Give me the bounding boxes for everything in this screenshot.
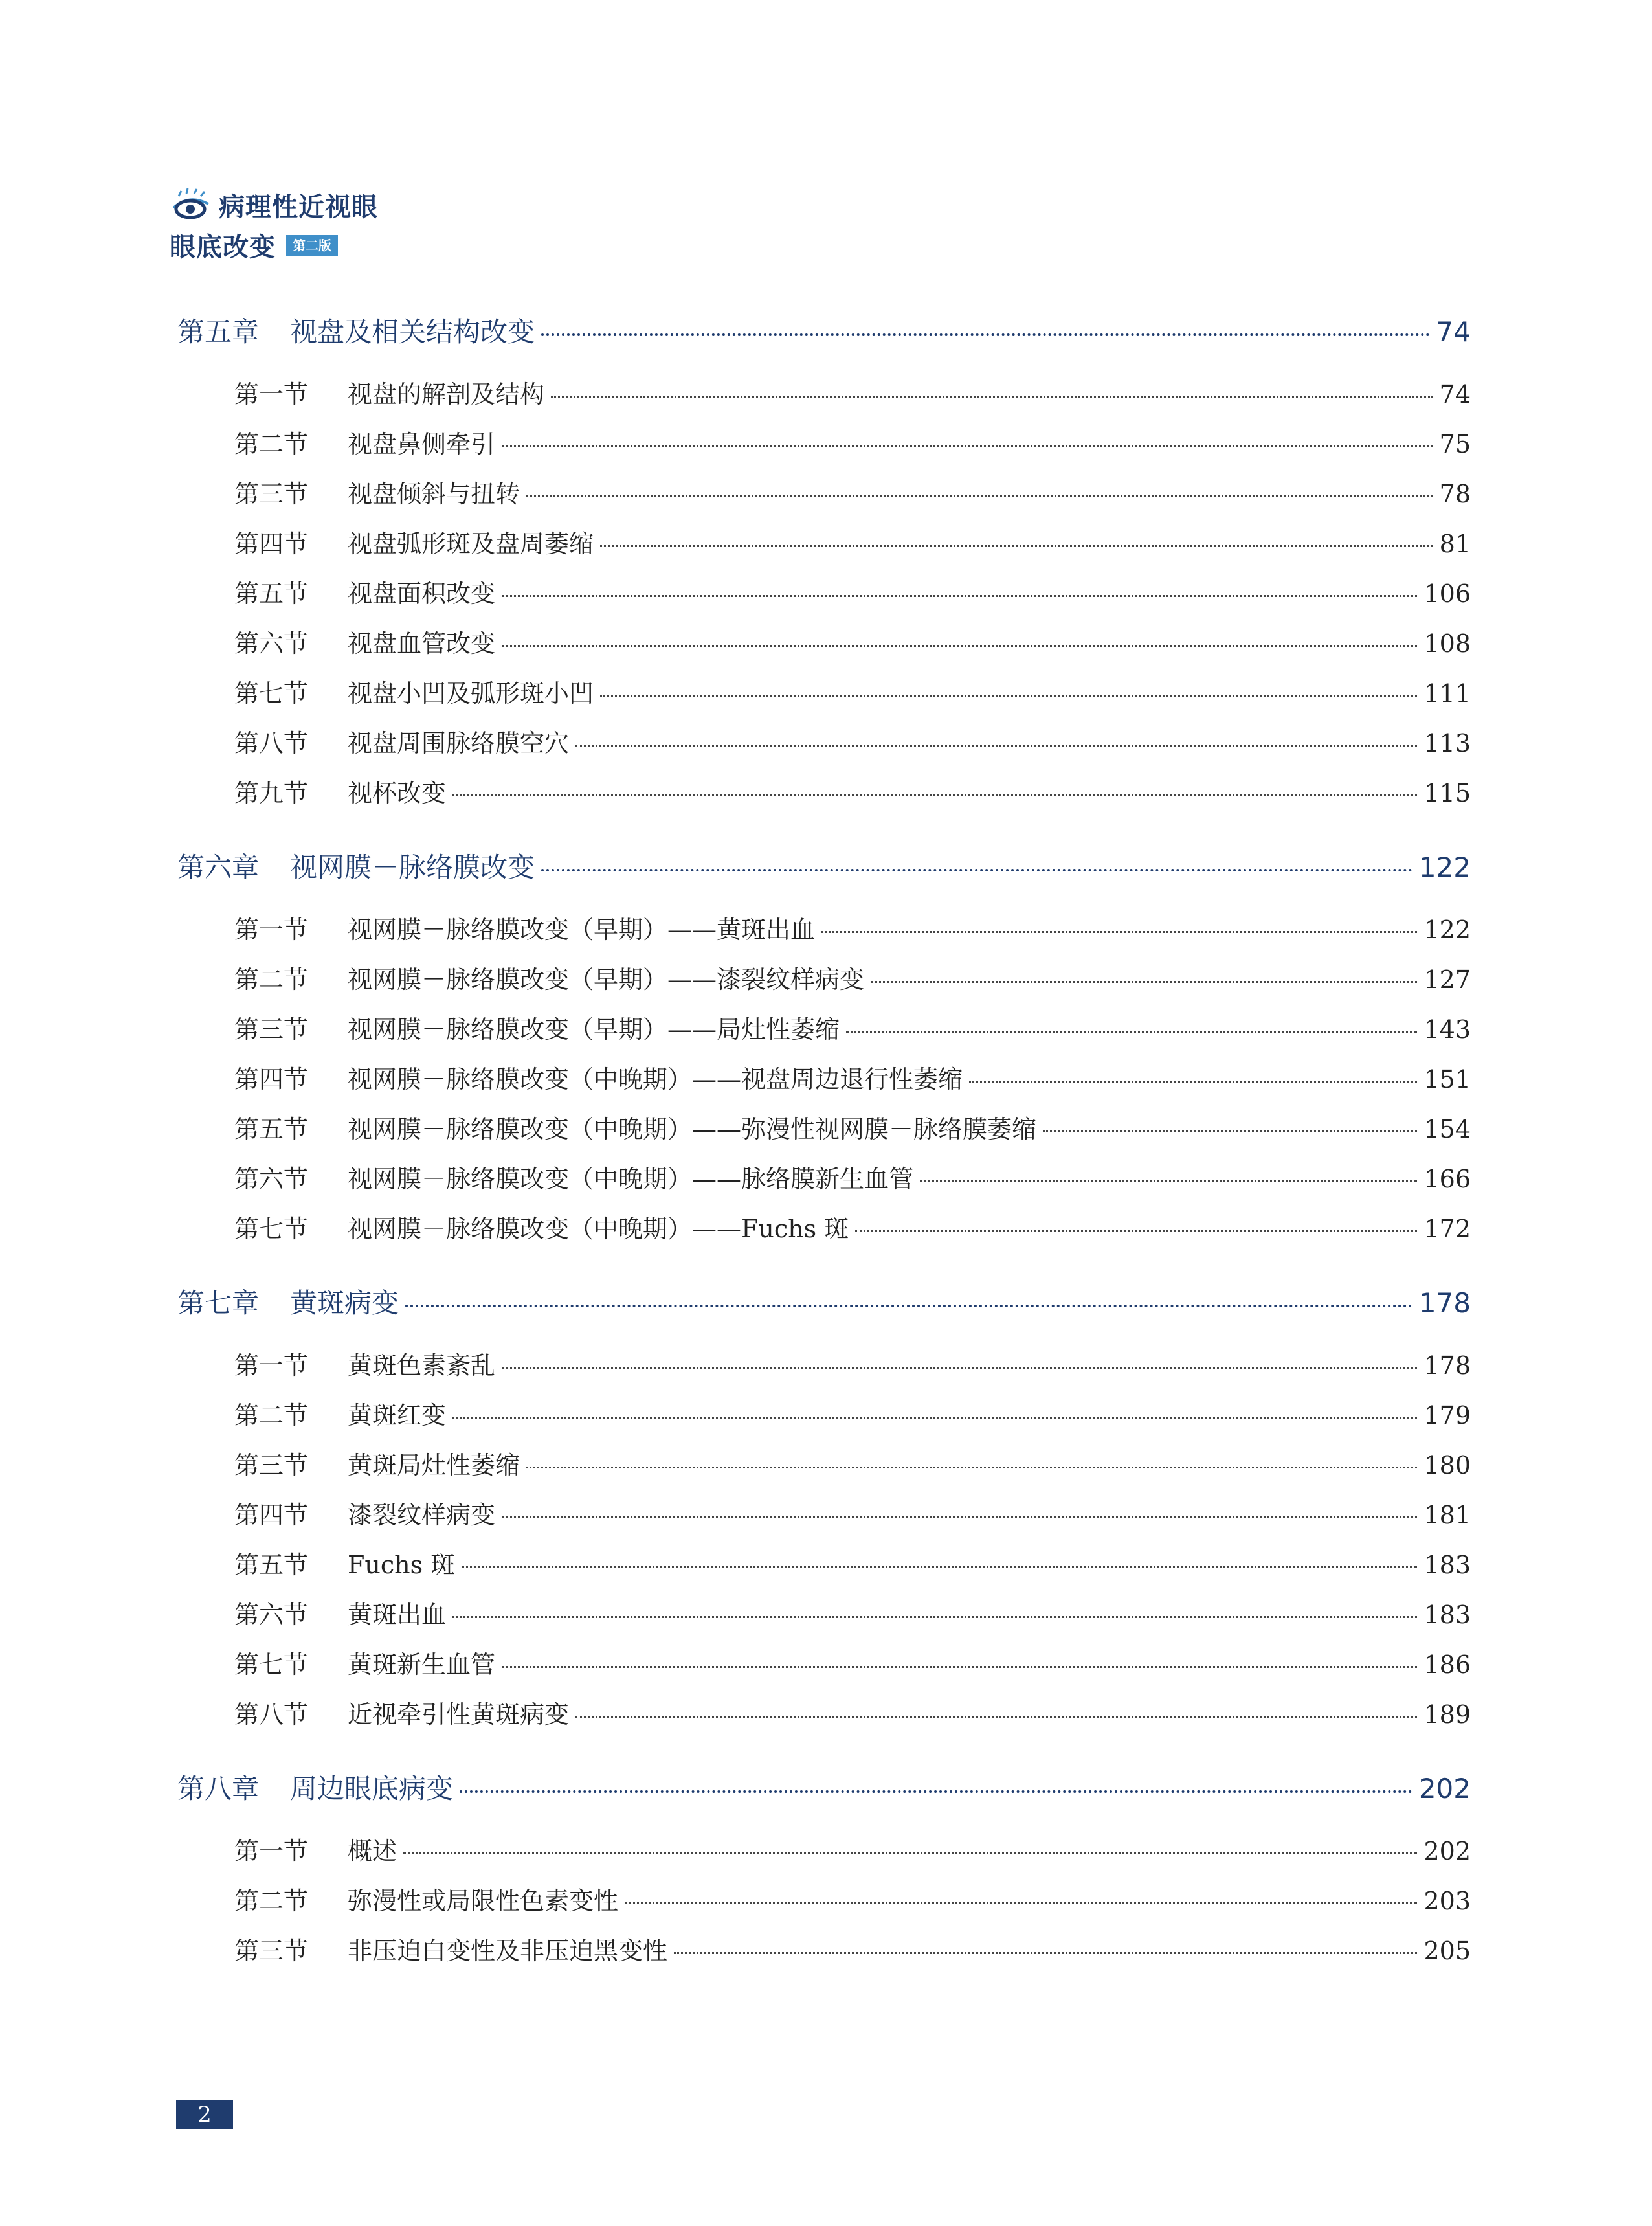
- section-number: 第一节: [234, 916, 309, 944]
- section-page: 154: [1423, 1115, 1471, 1143]
- section-entry[interactable]: [234, 1694, 1471, 1744]
- section-number: 第六节: [234, 1165, 309, 1193]
- section-title: 视网膜－脉络膜改变（早期）——漆裂纹样病变: [348, 965, 865, 994]
- section-entry[interactable]: [234, 1345, 1471, 1395]
- section-entry[interactable]: [234, 1831, 1471, 1881]
- table-of-contents: [177, 311, 1471, 2004]
- section-title: 视网膜－脉络膜改变（早期）——黄斑出血: [348, 916, 816, 944]
- section-number: 第三节: [234, 1451, 309, 1479]
- leader-dots: [462, 1566, 1417, 1568]
- section-page: 122: [1423, 916, 1471, 944]
- section-number: 第五节: [234, 1551, 309, 1579]
- leader-dots: [969, 1081, 1417, 1083]
- section-entry[interactable]: [234, 624, 1471, 673]
- section-page: 143: [1423, 1015, 1471, 1044]
- section-title: 视网膜－脉络膜改变（中晚期）——视盘周边退行性萎缩: [348, 1065, 963, 1094]
- section-entry[interactable]: [234, 374, 1471, 424]
- chapter-group: [177, 1282, 1471, 1744]
- section-number: 第七节: [234, 1215, 309, 1243]
- book-subtitle: 眼底改变: [170, 232, 276, 262]
- leader-dots: [452, 794, 1417, 796]
- section-title: Fuchs 斑: [348, 1551, 456, 1579]
- section-entry[interactable]: [234, 1931, 1471, 1981]
- section-entry[interactable]: [234, 1645, 1471, 1694]
- section-number: 第八节: [234, 729, 309, 758]
- section-number: 第九节: [234, 779, 309, 807]
- section-page: 178: [1423, 1351, 1471, 1380]
- section-title: 黄斑红变: [348, 1401, 447, 1430]
- section-title: 视网膜－脉络膜改变（中晚期）——Fuchs 斑: [348, 1215, 849, 1243]
- section-title: 视盘倾斜与扭转: [348, 480, 520, 508]
- section-title: 视盘弧形斑及盘周萎缩: [348, 530, 594, 558]
- leader-dots: [502, 1367, 1417, 1369]
- section-entry[interactable]: [234, 474, 1471, 524]
- chapter-group: [177, 1768, 1471, 1981]
- section-page: 108: [1423, 629, 1471, 658]
- chapter-entry[interactable]: [177, 1768, 1471, 1809]
- section-entry[interactable]: [234, 960, 1471, 1009]
- chapter-page: 122: [1418, 851, 1471, 883]
- section-title: 视盘小凹及弧形斑小凹: [348, 679, 594, 708]
- section-page: 189: [1423, 1700, 1471, 1729]
- section-title: 黄斑出血: [348, 1601, 447, 1629]
- section-page: 75: [1439, 430, 1471, 458]
- section-number: 第二节: [234, 430, 309, 458]
- section-page: 180: [1423, 1451, 1471, 1479]
- section-page: 172: [1423, 1215, 1471, 1243]
- leader-dots: [405, 1305, 1412, 1307]
- section-page: 183: [1423, 1551, 1471, 1579]
- section-page: 151: [1423, 1065, 1471, 1094]
- leader-dots: [575, 745, 1417, 747]
- leader-dots: [502, 595, 1417, 597]
- chapter-page: 74: [1436, 316, 1471, 348]
- section-number: 第三节: [234, 1937, 309, 1965]
- section-page: 179: [1423, 1401, 1471, 1430]
- section-entry[interactable]: [234, 1395, 1471, 1445]
- section-page: 205: [1423, 1937, 1471, 1965]
- section-entry[interactable]: [234, 1059, 1471, 1109]
- leader-dots: [526, 495, 1433, 497]
- section-number: 第一节: [234, 380, 309, 409]
- section-page: 115: [1423, 779, 1471, 807]
- section-title: 视盘鼻侧牵引: [348, 430, 496, 458]
- leader-dots: [551, 396, 1433, 398]
- section-title: 视盘的解剖及结构: [348, 380, 545, 409]
- section-title: 弥漫性或局限性色素变性: [348, 1887, 619, 1915]
- section-number: 第四节: [234, 530, 309, 558]
- section-number: 第一节: [234, 1351, 309, 1380]
- section-title: 黄斑新生血管: [348, 1650, 496, 1679]
- section-title: 非压迫白变性及非压迫黑变性: [348, 1937, 668, 1965]
- section-number: 第五节: [234, 579, 309, 608]
- chapter-title: 周边眼底病变: [290, 1773, 454, 1804]
- section-page: 181: [1423, 1501, 1471, 1529]
- section-number: 第八节: [234, 1700, 309, 1729]
- section-entry[interactable]: [234, 524, 1471, 574]
- leader-dots: [1043, 1130, 1417, 1132]
- chapter-title: 视网膜－脉络膜改变: [290, 851, 535, 883]
- section-title: 视网膜－脉络膜改变（中晚期）——弥漫性视网膜－脉络膜萎缩: [348, 1115, 1037, 1143]
- leader-dots: [460, 1790, 1412, 1793]
- section-title: 近视牵引性黄斑病变: [348, 1700, 570, 1729]
- chapter-group: [177, 311, 1471, 823]
- book-subtitle-row: [170, 227, 378, 264]
- leader-dots: [403, 1852, 1417, 1854]
- chapter-title: 视盘及相关结构改变: [290, 316, 535, 348]
- chapter-entry[interactable]: [177, 846, 1471, 888]
- edition-badge: 第二版: [286, 235, 338, 256]
- chapter-page: 178: [1418, 1287, 1471, 1319]
- section-title: 黄斑色素紊乱: [348, 1351, 496, 1380]
- section-entry[interactable]: [234, 1881, 1471, 1931]
- leader-dots: [871, 981, 1417, 983]
- section-entry[interactable]: [234, 673, 1471, 723]
- leader-dots: [600, 695, 1417, 697]
- leader-dots: [674, 1952, 1417, 1954]
- section-number: 第二节: [234, 1401, 309, 1430]
- chapter-entry[interactable]: [177, 1282, 1471, 1323]
- leader-dots: [625, 1902, 1417, 1904]
- section-entry[interactable]: [234, 1159, 1471, 1209]
- chapter-entry[interactable]: [177, 311, 1471, 352]
- section-number: 第六节: [234, 1601, 309, 1629]
- leader-dots: [541, 869, 1412, 871]
- section-entry[interactable]: [234, 1495, 1471, 1545]
- section-number: 第三节: [234, 480, 309, 508]
- section-title: 视盘面积改变: [348, 579, 496, 608]
- page-number: 2: [176, 2100, 233, 2129]
- leader-dots: [502, 1516, 1417, 1518]
- leader-dots: [821, 931, 1417, 933]
- book-header: [170, 185, 378, 264]
- leader-dots: [452, 1417, 1417, 1419]
- section-page: 202: [1423, 1837, 1471, 1865]
- eye-logo-icon: [170, 188, 215, 221]
- leader-dots: [541, 333, 1430, 336]
- section-page: 127: [1423, 965, 1471, 994]
- section-title: 黄斑局灶性萎缩: [348, 1451, 520, 1479]
- leader-dots: [600, 545, 1433, 547]
- chapter-title: 黄斑病变: [290, 1287, 399, 1319]
- section-entry[interactable]: [234, 1595, 1471, 1645]
- section-page: 78: [1439, 480, 1471, 508]
- section-number: 第五节: [234, 1115, 309, 1143]
- section-title: 漆裂纹样病变: [348, 1501, 496, 1529]
- leader-dots: [575, 1716, 1417, 1718]
- chapter-number: 第七章: [177, 1287, 260, 1319]
- section-title: 视盘血管改变: [348, 629, 496, 658]
- section-title: 视盘周围脉络膜空穴: [348, 729, 570, 758]
- section-number: 第六节: [234, 629, 309, 658]
- section-title: 视网膜－脉络膜改变（早期）——局灶性萎缩: [348, 1015, 840, 1044]
- section-entry[interactable]: [234, 773, 1471, 823]
- chapter-number: 第六章: [177, 851, 260, 883]
- leader-dots: [846, 1031, 1417, 1033]
- section-page: 183: [1423, 1601, 1471, 1629]
- leader-dots: [452, 1616, 1417, 1618]
- section-entry[interactable]: [234, 723, 1471, 773]
- chapter-page: 202: [1418, 1773, 1471, 1804]
- section-entry[interactable]: [234, 1109, 1471, 1159]
- section-title: 视网膜－脉络膜改变（中晚期）——脉络膜新生血管: [348, 1165, 914, 1193]
- section-page: 81: [1439, 530, 1471, 558]
- leader-dots: [502, 645, 1417, 647]
- section-number: 第二节: [234, 965, 309, 994]
- section-page: 111: [1423, 679, 1471, 708]
- leader-dots: [855, 1230, 1417, 1232]
- section-number: 第七节: [234, 1650, 309, 1679]
- leader-dots: [502, 1666, 1417, 1668]
- section-number: 第七节: [234, 679, 309, 708]
- section-number: 第四节: [234, 1065, 309, 1094]
- section-page: 113: [1423, 729, 1471, 758]
- section-entry[interactable]: [234, 1209, 1471, 1259]
- section-number: 第一节: [234, 1837, 309, 1865]
- section-entry[interactable]: [234, 1009, 1471, 1059]
- chapter-group: [177, 846, 1471, 1259]
- section-entry[interactable]: [234, 574, 1471, 624]
- section-page: 203: [1423, 1887, 1471, 1915]
- section-number: 第二节: [234, 1887, 309, 1915]
- chapter-number: 第五章: [177, 316, 260, 348]
- leader-dots: [920, 1180, 1417, 1182]
- chapter-number: 第八章: [177, 1773, 260, 1804]
- leader-dots: [502, 445, 1433, 447]
- book-title: 病理性近视眼: [219, 192, 378, 222]
- section-page: 186: [1423, 1650, 1471, 1679]
- section-title: 概述: [348, 1837, 397, 1865]
- section-entry[interactable]: [234, 910, 1471, 960]
- section-entry[interactable]: [234, 424, 1471, 474]
- section-page: 106: [1423, 579, 1471, 608]
- section-entry[interactable]: [234, 1545, 1471, 1595]
- section-page: 166: [1423, 1165, 1471, 1193]
- leader-dots: [526, 1467, 1417, 1468]
- section-number: 第三节: [234, 1015, 309, 1044]
- section-page: 74: [1439, 380, 1471, 409]
- section-number: 第四节: [234, 1501, 309, 1529]
- section-entry[interactable]: [234, 1445, 1471, 1495]
- section-title: 视杯改变: [348, 779, 447, 807]
- book-title-row: [170, 185, 378, 224]
